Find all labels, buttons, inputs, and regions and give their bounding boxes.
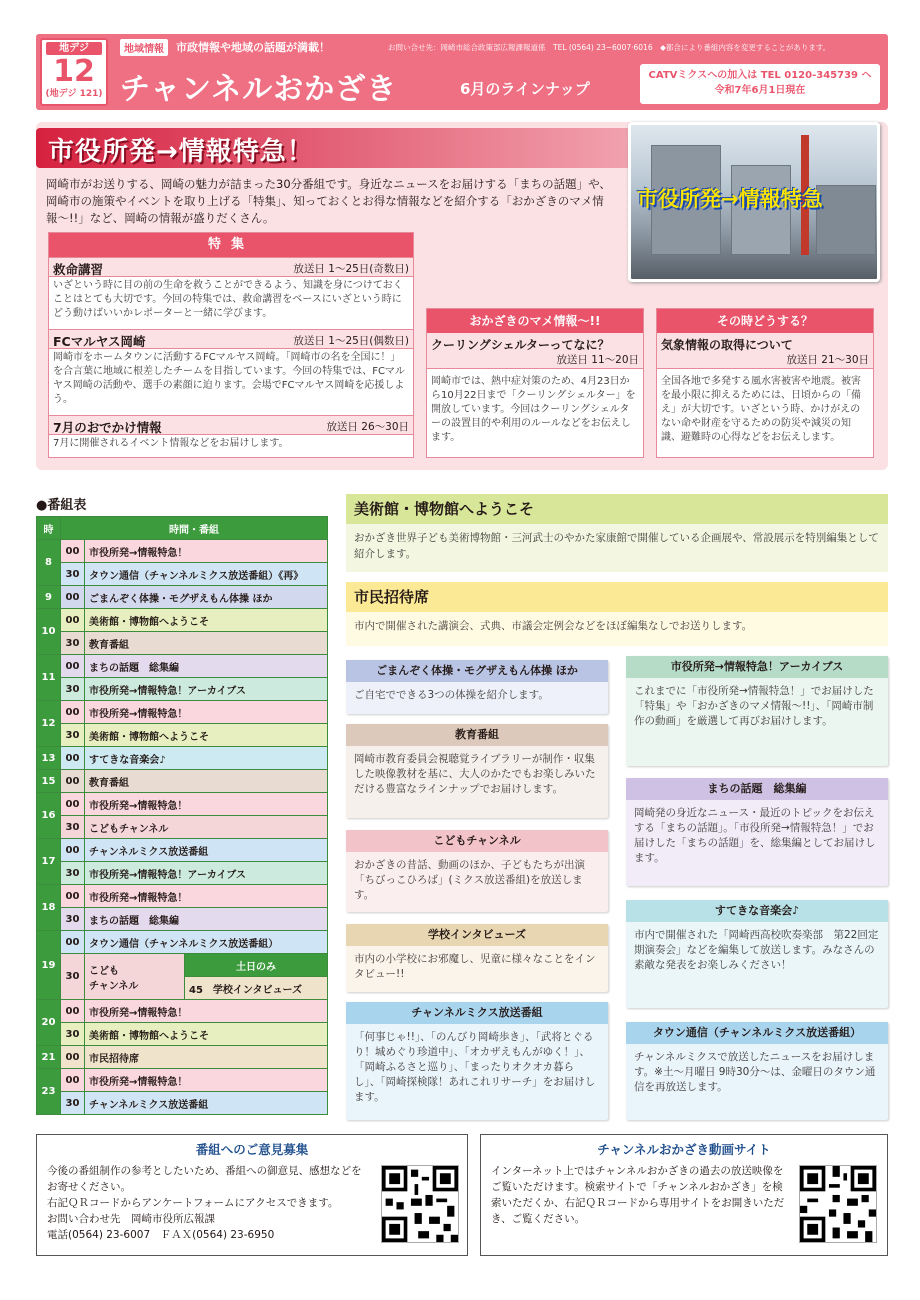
program-cell [185, 977, 328, 1000]
kodomo-title: こどもチャンネル [346, 830, 608, 852]
ongaku-title: すてきな音楽会♪ [626, 900, 888, 922]
mame-body: 岡崎市では、熱中症対策のため、4月23日から10月22日まで「クーリングシェルター」を開放しています。今回はクーリングシェルターの設置目的や利用のルールなどをお伝えします。 [431, 376, 636, 443]
kyouiku-box [346, 724, 608, 818]
minute-cell: 30 [61, 1023, 85, 1046]
kodomo-body: おかざきの昔話、動画のほか、子どもたちが出演「ちびっこひろば」(ミクス放送番組)を放送します。 [354, 859, 585, 901]
minute-cell: 00 [61, 885, 85, 908]
catv-info [640, 64, 880, 104]
program-cell: すてきな音楽会♪ [85, 747, 328, 770]
kyouiku-body: 岡崎市教育委員会視聴覚ライブラリーが制作・収集した映像教材を基に、大人のかたでもお楽しみいただける豊富なラインナップでお届けします。 [354, 753, 596, 795]
hour-cell: 10 [37, 609, 61, 655]
program-label: 学校インタビューズ [212, 984, 303, 996]
col-program: 時間・番組 [61, 517, 328, 540]
program-cell: まちの話題 総集編 [85, 908, 328, 931]
program-cell: 教育番組 [85, 632, 328, 655]
shimin-body: 市内で開催された講演会、式典、市議会定例会などをほぼ編集なしでお送りします。 [354, 620, 753, 632]
table-row [37, 1023, 328, 1046]
schedule-title: ●番組表 [36, 498, 87, 513]
minute-cell: 30 [61, 1092, 85, 1115]
town-body: チャンネルミクスで放送したニュースをお届けします。※土～月曜日 9時30分～は、金曜日のタウン通信を再放送します。 [634, 1051, 876, 1093]
program-cell: 市民招待席 [85, 1046, 328, 1069]
table-row [37, 1046, 328, 1069]
table-row [37, 862, 328, 885]
mix-box [346, 1002, 608, 1120]
hour-cell: 19 [37, 931, 61, 1000]
col-hour: 時 [37, 517, 61, 540]
minute-cell: 00 [61, 747, 85, 770]
town-title: タウン通信（チャンネルミクス放送番組） [626, 1022, 888, 1044]
feature-section [36, 122, 888, 470]
gomanzoku-title: ごまんぞく体操・モグザえもん体操 ほか [346, 660, 608, 682]
table-row [37, 724, 328, 747]
hour-cell: 18 [37, 885, 61, 931]
minute-cell: 00 [61, 1046, 85, 1069]
hour-cell: 13 [37, 747, 61, 770]
hour-cell: 17 [37, 839, 61, 885]
special-item-body: 岡崎市をホームタウンに活動するFCマルヤス岡崎。「岡崎市の名を全国に！」を合言葉に地域に根差したチームを目指しています。今回の特集では、FCマルヤス岡崎の活動や、選手の素顔に迫ります。会場でFCマルヤス岡崎を応援しよう。 [53, 352, 405, 405]
table-row [37, 1069, 328, 1092]
hour-cell: 15 [37, 770, 61, 793]
minute-cell: 30 [61, 678, 85, 701]
special-item-title: 救命講習 [53, 262, 104, 277]
hour-cell: 21 [37, 1046, 61, 1069]
channel-number: 12 [53, 54, 95, 89]
table-row [37, 770, 328, 793]
mix-title: チャンネルミクス放送番組 [346, 1002, 608, 1024]
video-site-body: インターネット上ではチャンネルおかざきの過去の放送映像をご覧いただけます。検索サイトで「チャンネルおかざき」を検索いただくか、右記ＱＲコードから専用サイトをお開きいただき、ご覧ください。 [491, 1165, 785, 1225]
special-item-date: 放送日 1～25日(偶数日) [293, 335, 409, 347]
museum-title: 美術館・博物館へようこそ [346, 494, 888, 524]
weekend-only-label: 土日のみ [185, 954, 328, 977]
special-item-date: 放送日 26～30日 [326, 421, 409, 433]
program-cell: 教育番組 [85, 770, 328, 793]
feature-title: 市役所発→情報特急！ [48, 137, 314, 167]
minute-cell: 30 [61, 816, 85, 839]
program-cell: 市役所発→情報特急！ [85, 1069, 328, 1092]
mame-header: おかざきのマメ情報～!! [427, 309, 643, 333]
ongaku-box [626, 900, 888, 1008]
mix-body: 「何事じゃ!!」、「のんびり岡崎歩き」、「武将とぐるり！城めぐり珍道中」、「オカザえもんがゆく！」、「岡崎ふるさと巡り」、「まったりオクオカ暮らし」、「岡崎探検隊！あれこれリサーチ」をお届けします。 [354, 1031, 596, 1103]
feature-title-bar [36, 128, 628, 168]
minute-cell: 00 [61, 931, 85, 954]
hour-cell: 9 [37, 586, 61, 609]
feature-intro: 岡崎市がお送りする、岡崎の魅力が詰まった30分番組です。身近なニュースをお届けする「まちの話題」や、岡崎市の施策やイベントを取り上げる「特集」、知っておくとお得な情報などを紹介する「おかざきのマメ情報～!!」など、岡崎の情報が盛りだくさん。 [46, 177, 611, 225]
minute-cell: 00 [61, 540, 85, 563]
program-cell: 市役所発→情報特急！ [85, 701, 328, 724]
shimin-box [346, 582, 888, 646]
city-hall-photo [628, 122, 880, 282]
qr-code-icon [800, 1166, 876, 1242]
gomanzoku-box [346, 660, 608, 714]
machi-box [626, 778, 888, 886]
minute-cell: 00 [61, 609, 85, 632]
mame-info-box [426, 308, 644, 458]
hour-cell: 20 [37, 1000, 61, 1046]
area-tag: 地域情報 [120, 39, 168, 56]
minute-cell: 00 [61, 701, 85, 724]
kyouiku-title: 教育番組 [346, 724, 608, 746]
channel-sub-label: (地デジ 121) [45, 89, 103, 99]
video-site-title: チャンネルおかざき動画サイト [597, 1142, 771, 1157]
archives-body: これまでに「市役所発→情報特急！」でお届けした「特集」や「おかざきのマメ情報～!!」、「岡崎市制作の動画」を厳選して再びお届けします。 [634, 685, 874, 727]
mame-subtitle: クーリングシェルターってなに？ [431, 338, 610, 352]
program-cell: 美術館・博物館へようこそ [85, 609, 328, 632]
gakkou-title: 学校インタビューズ [346, 924, 608, 946]
machi-title: まちの話題 総集編 [626, 778, 888, 800]
program-cell: こどもチャンネル [85, 816, 328, 839]
hour-cell: 16 [37, 793, 61, 839]
special-item-title: FCマルヤス岡崎 [53, 334, 146, 349]
program-cell: 市役所発→情報特急！アーカイブス [85, 678, 328, 701]
archives-box [626, 656, 888, 766]
minute-cell: 00 [61, 586, 85, 609]
catv-phone: CATVミクスへの加入は TEL 0120-345739 へ [648, 70, 872, 81]
museum-body: おかざき世界子ども美術博物館・三河武士のやかた家康館で開催している企画展や、常設展示を特別編集として紹介します。 [354, 532, 879, 560]
special-item-date: 放送日 1～25日(奇数日) [293, 263, 409, 275]
minute-cell: 30 [61, 563, 85, 586]
lineup-label: 6月のラインナップ [460, 80, 590, 98]
kodomo-box [346, 830, 608, 912]
building-shape [816, 185, 876, 255]
special-item-title: 7月のおでかけ情報 [53, 420, 162, 435]
sonotoki-box [656, 308, 874, 458]
gomanzoku-body: ご自宅でできる3つの体操を紹介します。 [354, 689, 549, 701]
minute-cell: 30 [61, 632, 85, 655]
mame-date: 放送日 11～20日 [556, 354, 639, 366]
table-row [37, 678, 328, 701]
sonotoki-subheader [657, 333, 873, 369]
town-box [626, 1022, 888, 1120]
special-item-header [49, 415, 413, 435]
special-box [48, 232, 414, 458]
machi-body: 岡崎発の身近なニュース・最近のトピックをお伝えする「まちの話題」。「市役所発→情報特急！」でお届けした「まちの話題」を、総集編としてお届けします。 [634, 807, 876, 864]
program-cell: タウン通信（チャンネルミクス放送番組） [85, 931, 328, 954]
video-site-box [480, 1134, 888, 1256]
page-header [36, 34, 888, 110]
mame-subheader [427, 333, 643, 369]
program-cell: ごまんぞく体操・モグザえもん体操 ほか [85, 586, 328, 609]
program-cell: 市役所発→情報特急！ [85, 885, 328, 908]
program-cell: まちの話題 総集編 [85, 655, 328, 678]
ongaku-body: 市内で開催された「岡崎西高校吹奏楽部 第22回定期演奏会」などを編集して放送します。みなさんの素敵な発表をお楽しみください！ [634, 929, 879, 971]
special-item-body: いざという時に目の前の生命を救うことができるよう、知識を身につけておくことはとても大切です。今回の特集では、救命講習をベースにいざという時にどう動けばいいかレポーターと一緒に学びます。 [53, 280, 403, 319]
table-row [37, 954, 328, 977]
minute-cell: 00 [61, 1000, 85, 1023]
shimin-title: 市民招待席 [346, 582, 888, 612]
hour-cell: 11 [37, 655, 61, 701]
table-row [37, 563, 328, 586]
program-cell: 美術館・博物館へようこそ [85, 724, 328, 747]
table-row [37, 747, 328, 770]
schedule-table [36, 516, 328, 1115]
special-item-header [49, 329, 413, 349]
opinion-title: 番組へのご意見募集 [195, 1142, 309, 1157]
program-cell: 市役所発→情報特急！アーカイブス [85, 862, 328, 885]
program-cell: チャンネルミクス放送番組 [85, 839, 328, 862]
minute-cell: 30 [61, 908, 85, 931]
program-cell: 市役所発→情報特急！ [85, 1000, 328, 1023]
table-row [37, 839, 328, 862]
minute-cell: 00 [61, 839, 85, 862]
table-row [37, 931, 328, 954]
archives-title: 市役所発→情報特急！アーカイブス [626, 656, 888, 678]
opinion-qr-code[interactable] [381, 1165, 459, 1243]
minute-cell: 00 [61, 655, 85, 678]
page-title: チャンネルおかざき [120, 72, 398, 107]
program-cell: 市役所発→情報特急！ [85, 540, 328, 563]
table-row [37, 609, 328, 632]
sonotoki-body: 全国各地で多発する風水害被害や地震。被害を最小限に抑えるためには、日頃からの「備え」が大切です。いざという時、かけがえのない命や財産を守るための防災や減災の知識、避難時の心得などをお伝えします。 [661, 376, 861, 443]
hour-cell: 8 [37, 540, 61, 586]
table-row [37, 816, 328, 839]
program-cell: チャンネルミクス放送番組 [85, 1092, 328, 1115]
special-item-body: 7月に開催されるイベント情報などをお届けします。 [53, 438, 289, 449]
program-cell: 美術館・博物館へようこそ [85, 1023, 328, 1046]
special-header: 特集 [49, 233, 413, 257]
opinion-box [36, 1134, 468, 1256]
minute-cell: 30 [61, 862, 85, 885]
table-row [37, 793, 328, 816]
minute-cell: 00 [61, 793, 85, 816]
opinion-body: 今後の番組制作の参考としたいため、番組への御意見、感想などをお寄せください。 右記ＱＲコードからアンケートフォームにアクセスできます。 お問い合わせ先 岡崎市役所広報課 電話(0564) 23-6007 ＦＡＸ(0564) 23-6950 [47, 1165, 362, 1241]
tagline: 市政情報や地域の話題が満載！ [176, 41, 330, 54]
hour-cell: 12 [37, 701, 61, 747]
table-row [37, 586, 328, 609]
program-cell: 市役所発→情報特急！ [85, 793, 328, 816]
table-row [37, 701, 328, 724]
table-header-row [37, 517, 328, 540]
sonotoki-date: 放送日 21～30日 [786, 354, 869, 366]
program-cell: こども チャンネル [85, 954, 185, 1000]
sonotoki-header: その時どうする？ [657, 309, 873, 333]
minute-cell: 30 [61, 724, 85, 747]
table-row [37, 655, 328, 678]
minute-cell: 45 [189, 984, 203, 996]
hour-cell: 23 [37, 1069, 61, 1115]
inquiry-info: お問い合せ先：岡崎市総合政策部広報課報道係 TEL (0564) 23−6007·6016 ◆都合により番組内容を変更することがあります。 [388, 43, 831, 52]
channel-badge [40, 38, 108, 106]
table-row [37, 908, 328, 931]
photo-title-overlay: 市役所発→情報特急 [637, 187, 823, 211]
video-site-qr-code[interactable] [799, 1165, 877, 1243]
table-row [37, 540, 328, 563]
special-item-header [49, 257, 413, 277]
minute-cell: 00 [61, 1069, 85, 1092]
channel-top-label: 地デジ [46, 42, 102, 55]
museum-box [346, 494, 888, 572]
sonotoki-subtitle: 気象情報の取得について [661, 338, 793, 352]
gakkou-body: 市内の小学校にお邪魔し、児童に様々なことをインタビュー!! [354, 953, 596, 980]
gakkou-box [346, 924, 608, 992]
program-cell: タウン通信（チャンネルミクス放送番組）《再》 [85, 563, 328, 586]
minute-cell: 30 [61, 954, 85, 1000]
as-of-date: 令和7年6月1日現在 [714, 85, 806, 96]
table-row [37, 885, 328, 908]
table-row [37, 1000, 328, 1023]
qr-code-icon [382, 1166, 458, 1242]
table-row [37, 1092, 328, 1115]
minute-cell: 00 [61, 770, 85, 793]
table-row [37, 632, 328, 655]
